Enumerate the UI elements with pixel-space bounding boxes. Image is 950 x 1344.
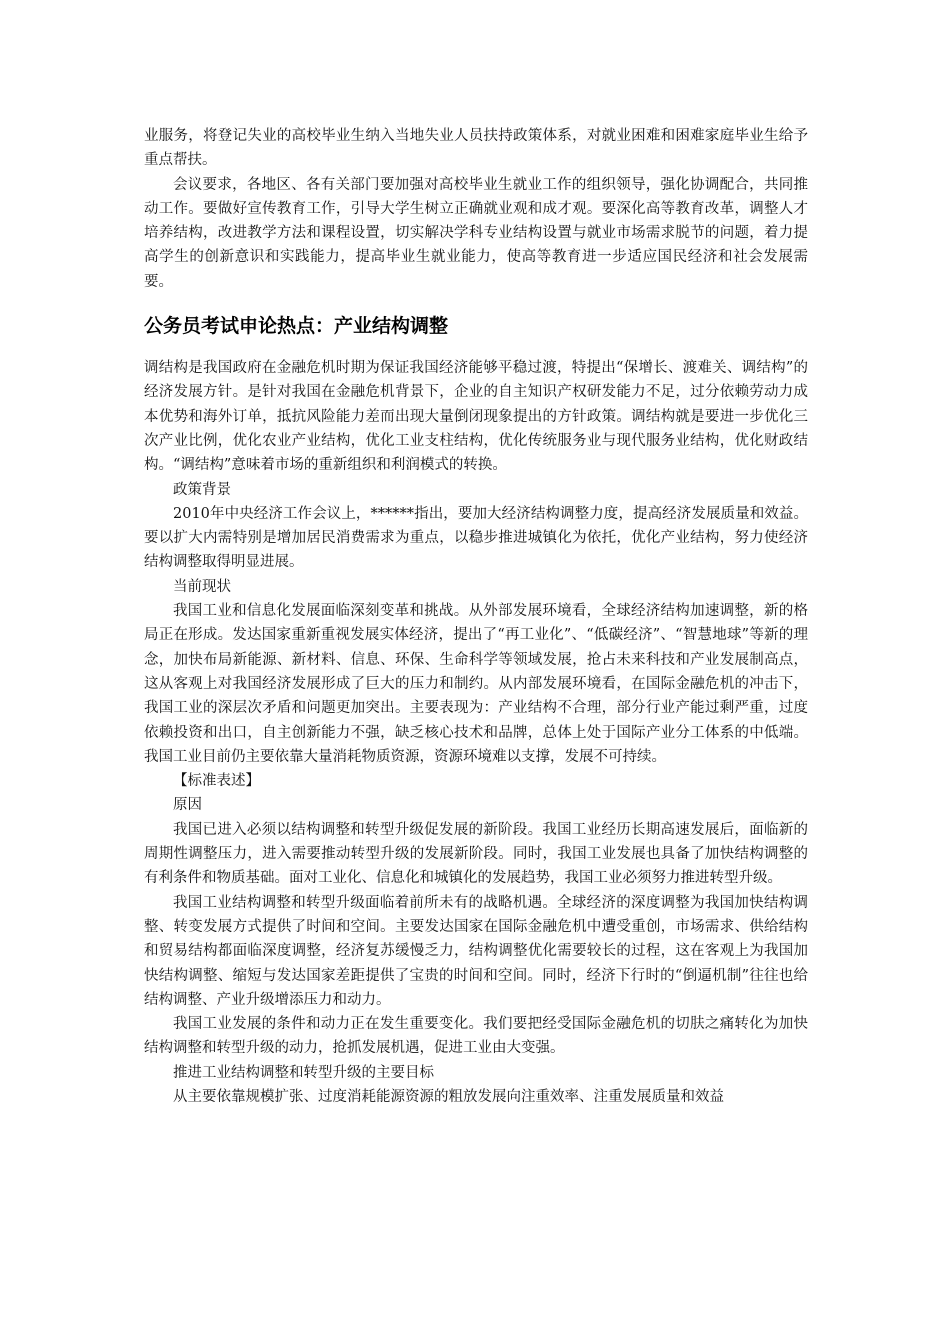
document-body — [144, 124, 808, 1109]
paragraph: 调结构是我国政府在金融危机时期为保证我国经济能够平稳过渡，特提出“保增长、渡难关、调结构”的经济发展方针。是针对我国在金融危机背景下，企业的自主知识产权研发能力不足，过分依赖劳动力成本优势和海外订单，抵抗风险能力差而出现大量倒闭现象提出的方针政策。调结构就是要进一步优化三次产业比例，优化农业产业结构，优化工业支柱结构，优化传统服务业与现代服务业结构，优化财政结构。“调结构”意味着市场的重新组织和利润模式的转换。 — [144, 360, 808, 474]
paragraph: 2010年中央经济工作会议上，******指出，要加大经济结构调整力度，提高经济发展质量和效益。要以扩大内需特别是增加居民消费需求为重点，以稳步推进城镇化为依托，优化产业结构，努力使经济结构调整取得明显进展。 — [144, 505, 808, 571]
subheading: 【标准表述】 — [173, 773, 260, 790]
subheading: 原因 — [173, 797, 202, 814]
section-title: 公务员考试申论热点：产业结构调整 — [144, 315, 449, 338]
paragraph: 我国已进入必须以结构调整和转型升级促发展的新阶段。我国工业经历长期高速发展后，面临新的周期性调整压力，进入需要推动转型升级的发展新阶段。同时，我国工业发展也具备了加快结构调整的有利条件和物质基础。面对工业化、信息化和城镇化的发展趋势，我国工业必须努力推进转型升级。 — [144, 821, 808, 887]
paragraph: 我国工业发展的条件和动力正在发生重要变化。我们要把经受国际金融危机的切肤之痛转化为加快结构调整和转型升级的动力，抢抓发展机遇，促进工业由大变强。 — [144, 1016, 808, 1057]
paragraph: 我国工业和信息化发展面临深刻变革和挑战。从外部发展环境看，全球经济结构加速调整，新的格局正在形成。发达国家重新重视发展实体经济，提出了“再工业化”、“低碳经济”、“智慧地球”等新的理念，加快布局新能源、新材料、信息、环保、生命科学等领域发展，抢占未来科技和产业发展制高点，这从客观上对我国经济发展形成了巨大的压力和制约。从内部发展环境看，在国际金融危机的冲击下，我国工业的深层次矛盾和问题更加突出。主要表现为：产业结构不合理，部分行业产能过剩严重，过度依赖投资和出口，自主创新能力不强，缺乏核心技术和品牌，总体上处于国际产业分工体系的中低端。我国工业目前仍主要依靠大量消耗物质资源，资源环境难以支撑，发展不可持续。 — [144, 603, 808, 765]
paragraph: 从主要依靠规模扩张、过度消耗能源资源的粗放发展向注重效率、注重发展质量和效益 — [173, 1088, 724, 1105]
subheading: 推进工业结构调整和转型升级的主要目标 — [173, 1064, 434, 1081]
subheading: 政策背景 — [173, 481, 231, 498]
paragraph: 会议要求，各地区、各有关部门要加强对高校毕业生就业工作的组织领导，强化协调配合，共同推动工作。要做好宣传教育工作，引导大学生树立正确就业观和成才观。要深化高等教育改革，调整人才培养结构，改进教学方法和课程设置，切实解决学科专业结构设置与就业市场需求脱节的问题，着力提高学生的创新意识和实践能力，提高毕业生就业能力，使高等教育进一步适应国民经济和社会发展需要。 — [144, 176, 808, 290]
paragraph: 业服务，将登记失业的高校毕业生纳入当地失业人员扶持政策体系，对就业困难和困难家庭毕业生给予重点帮扶。 — [144, 128, 808, 169]
paragraph: 我国工业结构调整和转型升级面临着前所未有的战略机遇。全球经济的深度调整为我国加快结构调整、转变发展方式提供了时间和空间。主要发达国家在国际金融危机中遭受重创，市场需求、供给结构和贸易结构都面临深度调整，经济复苏缓慢乏力，结构调整优化需要较长的过程，这在客观上为我国加快结构调整、缩短与发达国家差距提供了宝贵的时间和空间。同时，经济下行时的“倒逼机制”往往也给结构调整、产业升级增添压力和动力。 — [144, 894, 808, 1008]
subheading: 当前现状 — [173, 578, 231, 595]
